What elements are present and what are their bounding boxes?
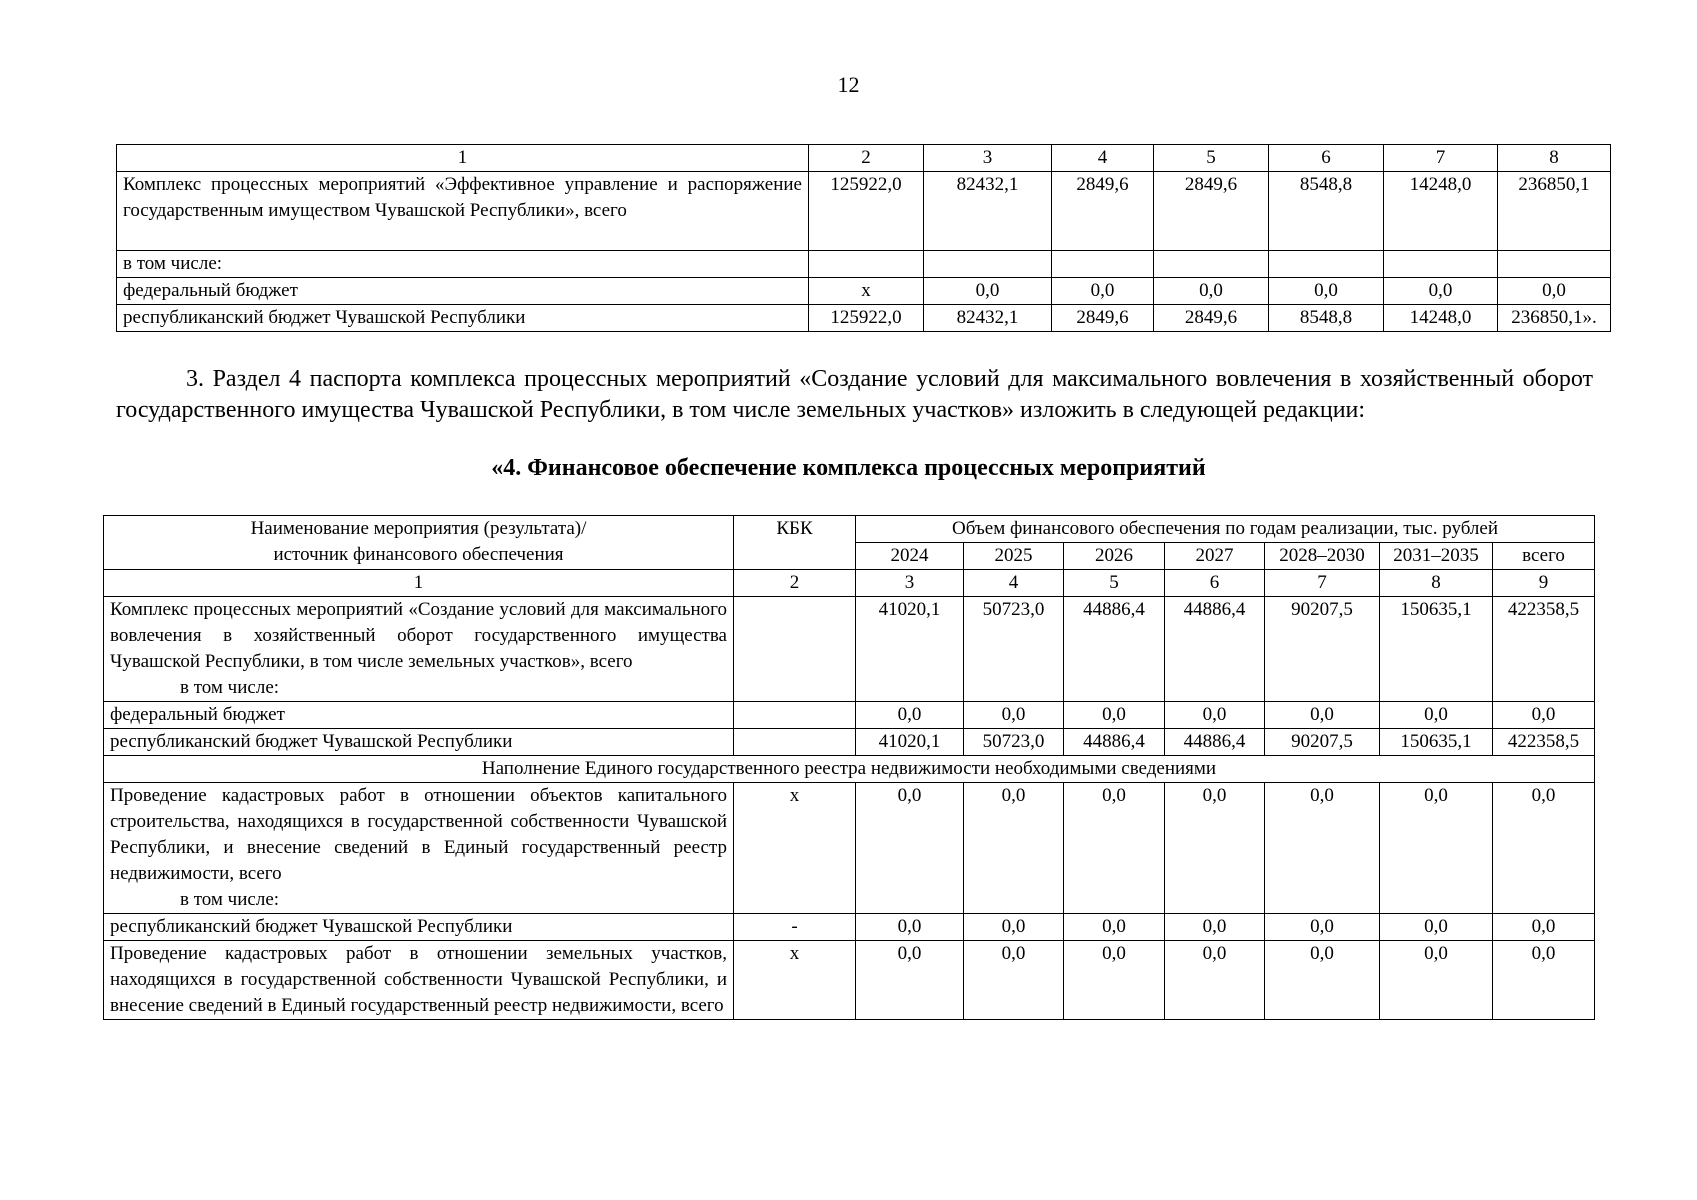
page-number: 12: [837, 72, 860, 97]
col-number: 7: [1265, 570, 1380, 597]
col-number: 2: [734, 570, 856, 597]
col-number: 7: [1384, 145, 1498, 172]
cell-value: 150635,1: [1380, 729, 1493, 756]
cell-value: 150635,1: [1380, 597, 1493, 702]
row-name: федеральный бюджет: [117, 278, 809, 305]
cell-value: 0,0: [1380, 783, 1493, 914]
cell-value: 41020,1: [856, 597, 964, 702]
cell-value: [1498, 251, 1611, 278]
table-row: [117, 172, 1611, 251]
cell-value: 0,0: [924, 278, 1052, 305]
header-year: 2026: [1064, 543, 1165, 570]
table-section-row: [104, 756, 1595, 783]
row-name-text: Комплекс процессных мероприятий «Создание условий для максимального вовлечения в хозяйственный оборот государственного имущества Чувашской Республики, в том числе земельных участков», всего: [110, 599, 727, 672]
col-number: 1: [104, 570, 734, 597]
row-name: [104, 597, 734, 702]
cell-value: 50723,0: [964, 597, 1064, 702]
cell-value: 44886,4: [1064, 729, 1165, 756]
row-name: Проведение кадастровых работ в отношении земельных участков, находящихся в государственной собственности Чувашской Республики, и внесение сведений в Единый государственный реестр недвижимости, всего: [104, 941, 734, 1020]
cell-value: 0,0: [1165, 702, 1265, 729]
table-continuation: [116, 144, 1611, 332]
cell-value: 2849,6: [1154, 305, 1269, 332]
cell-value: 14248,0: [1384, 305, 1498, 332]
table-row: [104, 914, 1595, 941]
cell-value: 0,0: [1265, 702, 1380, 729]
table-row: [117, 251, 1611, 278]
col-number: 3: [856, 570, 964, 597]
cell-value: 0,0: [1165, 941, 1265, 1020]
header-year: 2027: [1165, 543, 1265, 570]
cell-value: 236850,1: [1498, 172, 1611, 251]
cell-value: 14248,0: [1384, 172, 1498, 251]
cell-value: 44886,4: [1064, 597, 1165, 702]
cell-value: 0,0: [1493, 914, 1595, 941]
cell-value: 0,0: [1165, 914, 1265, 941]
cell-value: 41020,1: [856, 729, 964, 756]
table-row: [104, 729, 1595, 756]
cell-value: 0,0: [1493, 783, 1595, 914]
col-number: 8: [1498, 145, 1611, 172]
col-number: 5: [1064, 570, 1165, 597]
cell-value: 44886,4: [1165, 597, 1265, 702]
cell-value: 0,0: [1064, 702, 1165, 729]
table-row: [104, 941, 1595, 1020]
row-sub-label: в том числе:: [180, 677, 280, 698]
cell-value: 0,0: [1064, 914, 1165, 941]
cell-value: 236850,1».: [1498, 305, 1611, 332]
cell-value: х: [809, 278, 924, 305]
table-row: [104, 783, 1595, 914]
financing-table: [103, 515, 1595, 1020]
cell-kbk: -: [734, 914, 856, 941]
cell-value: 0,0: [1380, 914, 1493, 941]
row-name: республиканский бюджет Чувашской Республики: [117, 305, 809, 332]
header-year: всего: [1493, 543, 1595, 570]
cell-value: 82432,1: [924, 305, 1052, 332]
cell-value: 0,0: [1380, 941, 1493, 1020]
col-number: 4: [1052, 145, 1154, 172]
cell-value: [809, 251, 924, 278]
cell-value: 0,0: [1165, 783, 1265, 914]
cell-value: 8548,8: [1269, 305, 1384, 332]
col-number: 9: [1493, 570, 1595, 597]
col-number: 4: [964, 570, 1064, 597]
table-row: [117, 145, 1611, 172]
cell-value: 0,0: [1064, 941, 1165, 1020]
cell-value: 0,0: [1265, 914, 1380, 941]
header-kbk: КБК: [734, 516, 856, 570]
cell-value: 0,0: [964, 941, 1064, 1020]
row-name: федеральный бюджет: [104, 702, 734, 729]
cell-value: 0,0: [1154, 278, 1269, 305]
cell-value: 0,0: [964, 702, 1064, 729]
cell-value: 90207,5: [1265, 597, 1380, 702]
col-number: 1: [117, 145, 809, 172]
header-year: 2024: [856, 543, 964, 570]
cell-value: 44886,4: [1165, 729, 1265, 756]
cell-value: 125922,0: [809, 172, 924, 251]
header-year: 2025: [964, 543, 1064, 570]
col-number: 6: [1165, 570, 1265, 597]
cell-value: 90207,5: [1265, 729, 1380, 756]
row-sub-label: в том числе:: [180, 889, 280, 910]
cell-value: 2849,6: [1154, 172, 1269, 251]
row-name: республиканский бюджет Чувашской Республики: [104, 914, 734, 941]
row-name-text: Проведение кадастровых работ в отношении объектов капитального строительства, находящихся в государственной собственности Чувашской Республики, и внесение сведений в Единый государственный реестр недвижимости, всего: [110, 785, 727, 884]
col-number: 5: [1154, 145, 1269, 172]
cell-value: 422358,5: [1493, 729, 1595, 756]
cell-value: 0,0: [1052, 278, 1154, 305]
col-number: 2: [809, 145, 924, 172]
cell-value: 0,0: [1064, 783, 1165, 914]
row-name: республиканский бюджет Чувашской Республики: [104, 729, 734, 756]
cell-value: 0,0: [1380, 702, 1493, 729]
cell-value: 0,0: [856, 914, 964, 941]
cell-value: 0,0: [856, 702, 964, 729]
table-header-row: [104, 516, 1595, 543]
cell-value: 0,0: [1493, 941, 1595, 1020]
col-number: 8: [1380, 570, 1493, 597]
cell-value: 82432,1: [924, 172, 1052, 251]
cell-value: 0,0: [1269, 278, 1384, 305]
cell-value: [924, 251, 1052, 278]
cell-value: 0,0: [1498, 278, 1611, 305]
cell-value: 0,0: [856, 941, 964, 1020]
cell-value: 0,0: [964, 914, 1064, 941]
amendment-paragraph: 3. Раздел 4 паспорта комплекса процессных мероприятий «Создание условий для максимального вовлечения в хозяйственный оборот государственного имущества Чувашской Республики, в том числе земельных участков» изложить в следующей редакции:: [116, 366, 1593, 423]
cell-value: 0,0: [856, 783, 964, 914]
cell-kbk: [734, 729, 856, 756]
header-year: 2028–2030: [1265, 543, 1380, 570]
cell-value: 125922,0: [809, 305, 924, 332]
cell-value: 0,0: [1384, 278, 1498, 305]
cell-kbk: х: [734, 783, 856, 914]
cell-kbk: [734, 702, 856, 729]
table-row: [104, 597, 1595, 702]
section-heading: «4. Финансовое обеспечение комплекса процессных мероприятий: [491, 455, 1206, 481]
cell-value: [1384, 251, 1498, 278]
cell-value: 0,0: [1265, 783, 1380, 914]
header-name-col: Наименование мероприятия (результата)/ источник финансового обеспечения: [104, 516, 734, 570]
cell-value: 8548,8: [1269, 172, 1384, 251]
cell-value: [1269, 251, 1384, 278]
cell-value: [1052, 251, 1154, 278]
table-row: [104, 702, 1595, 729]
row-name: Комплекс процессных мероприятий «Эффективное управление и распоряжение государственным имуществом Чувашской Республики», всего: [117, 172, 809, 251]
cell-kbk: [734, 597, 856, 702]
col-number: 6: [1269, 145, 1384, 172]
cell-value: 0,0: [1493, 702, 1595, 729]
header-volume: Объем финансового обеспечения по годам реализации, тыс. рублей: [856, 516, 1595, 543]
row-name: [104, 783, 734, 914]
table-row: [117, 278, 1611, 305]
header-year: 2031–2035: [1380, 543, 1493, 570]
table-row: [117, 305, 1611, 332]
row-name: в том числе:: [117, 251, 809, 278]
cell-value: 50723,0: [964, 729, 1064, 756]
cell-value: 2849,6: [1052, 305, 1154, 332]
cell-value: 422358,5: [1493, 597, 1595, 702]
section-title: Наполнение Единого государственного реестра недвижимости необходимыми сведениями: [104, 756, 1595, 783]
table-row: [104, 570, 1595, 597]
cell-value: 0,0: [1265, 941, 1380, 1020]
col-number: 3: [924, 145, 1052, 172]
cell-kbk: х: [734, 941, 856, 1020]
cell-value: 2849,6: [1052, 172, 1154, 251]
cell-value: 0,0: [964, 783, 1064, 914]
cell-value: [1154, 251, 1269, 278]
